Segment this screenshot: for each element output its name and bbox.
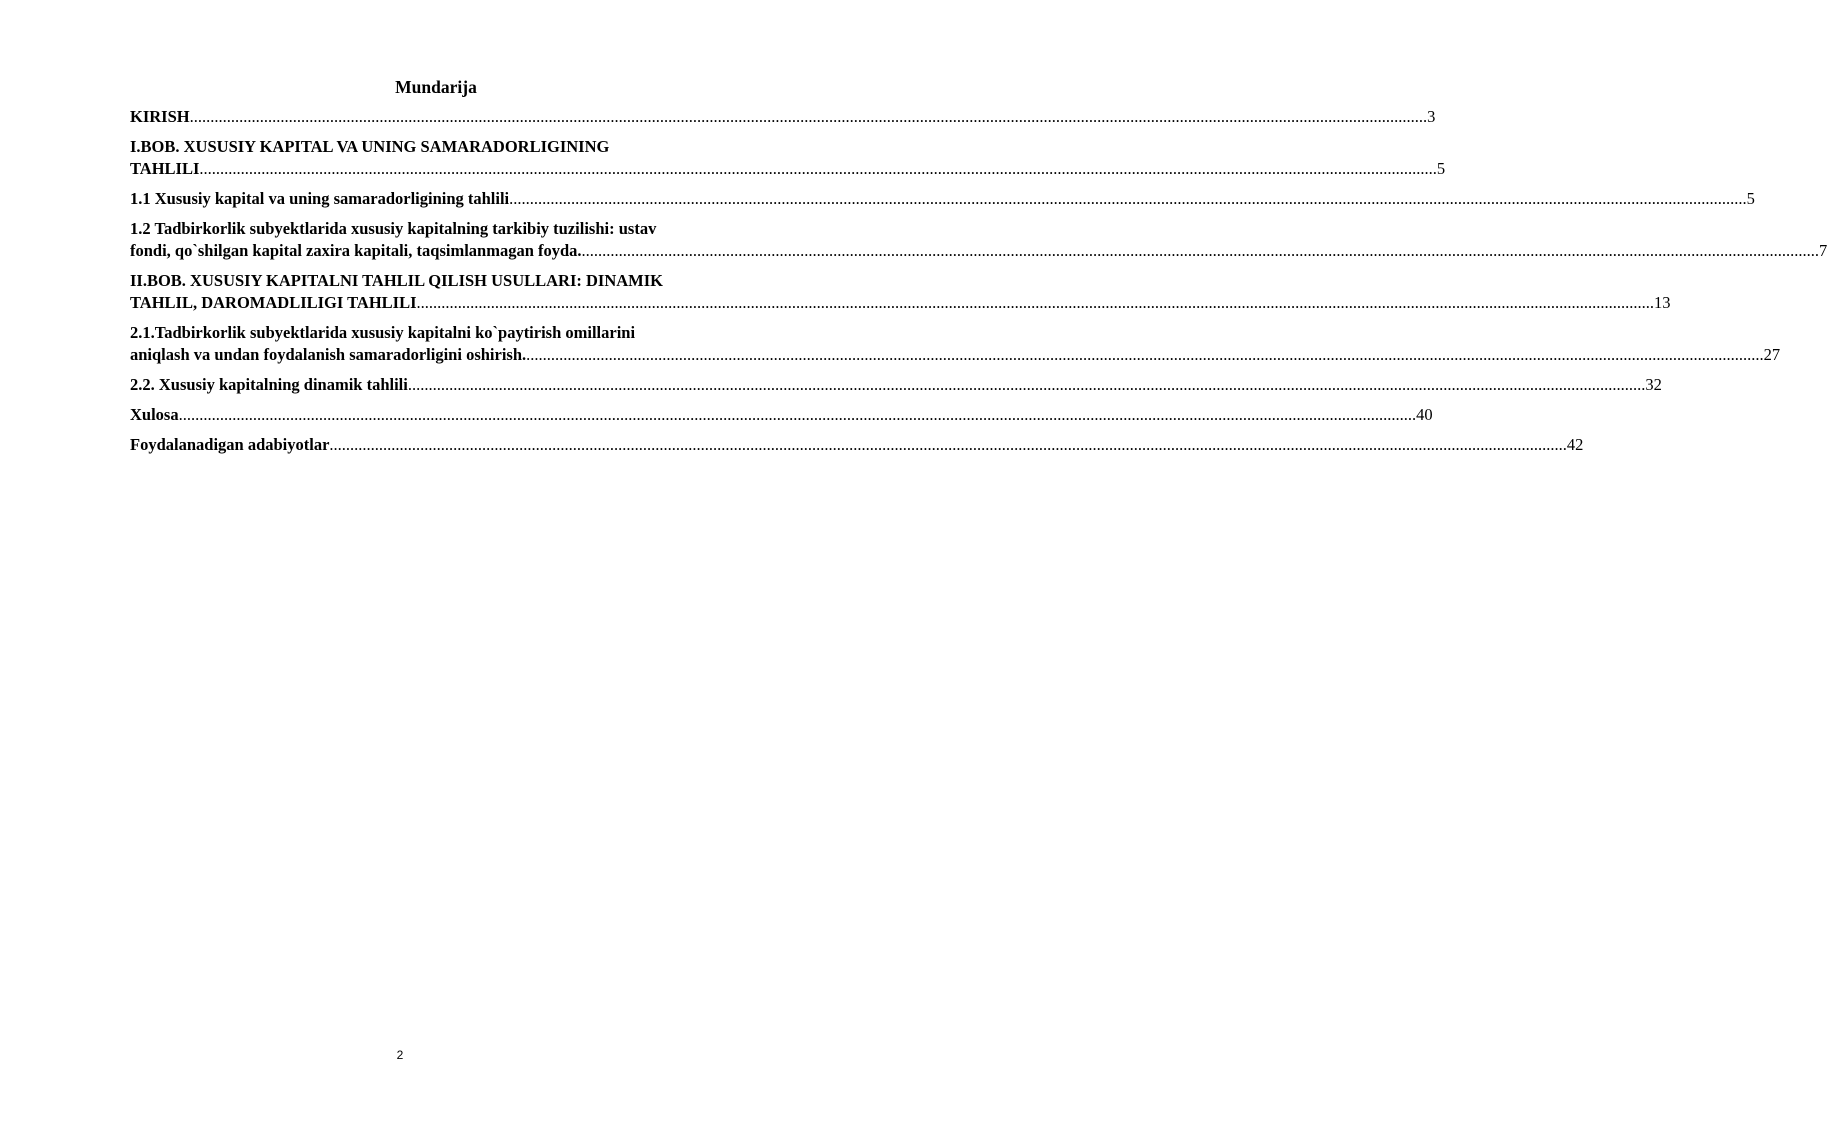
toc-entry-text: 2.2. Xususiy kapitalning dinamik tahlili (130, 375, 408, 394)
toc-entry-text: 1.2 Tadbirkorlik subyektlarida xususiy kapitalning tarkibiy tuzilishi: ustav (130, 219, 657, 238)
toc-entry-text: I.BOB. XUSUSIY KAPITAL VA UNING SAMARADORLIGINING (130, 137, 610, 156)
toc-entry-text: TAHLILI (130, 159, 200, 178)
toc-page-number: 42 (1566, 435, 1584, 454)
toc-entry[interactable] (130, 322, 1781, 366)
toc-entry-text: 2.1.Tadbirkorlik subyektlarida xususiy kapitalni ko`paytirish omillarini (130, 323, 636, 342)
dot-leader: ............................................................................................................................................................................................................................................................................................................ (329, 435, 1567, 454)
dot-leader: ............................................................................................................................................................................................................................................................................................................ (509, 189, 1747, 208)
toc-page-number: 32 (1645, 375, 1662, 394)
toc-entry-text: II.BOB. XUSUSIY KAPITALNI TAHLIL QILISH USULLARI: DINAMIK (130, 271, 664, 290)
toc-entry-row (130, 404, 1433, 426)
dot-leader: ............................................................................................................................................................................................................................................................................................................ (416, 293, 1655, 312)
toc-page-number: 40 (1416, 405, 1433, 424)
toc-entry-row (130, 188, 1755, 210)
toc-entry[interactable] (130, 188, 1755, 210)
toc-entry-text: Foydalanadigan adabiyotlar (130, 435, 330, 454)
toc-page-number: 7 (1819, 241, 1827, 260)
dot-leader: ............................................................................................................................................................................................................................................................................................................ (199, 159, 1437, 178)
toc-title: Mundarija (395, 77, 477, 97)
toc-entry-row (130, 292, 1671, 314)
toc-entry-row (130, 374, 1662, 396)
dot-leader: ............................................................................................................................................................................................................................................................................................................ (189, 107, 1428, 126)
toc-entry[interactable] (130, 404, 1433, 426)
dot-leader: ............................................................................................................................................................................................................................................................................................................ (178, 405, 1417, 424)
toc-entry[interactable] (130, 136, 1446, 180)
toc-entry[interactable] (130, 270, 1671, 314)
toc-entry-text: TAHLIL, DAROMADLILIGI TAHLILI (130, 293, 417, 312)
toc-page-number: 3 (1427, 107, 1436, 126)
page-number: 2 (396, 1048, 404, 1062)
toc-entry-text: fondi, qo`shilgan kapital zaxira kapitali, taqsimlanmagan foyda. (130, 241, 582, 260)
toc-page-number: 13 (1654, 293, 1671, 312)
toc-entry-row (130, 344, 1781, 366)
dot-leader: ............................................................................................................................................................................................................................................................................................................ (581, 241, 1820, 260)
toc-entry[interactable] (130, 374, 1662, 396)
table-of-contents (130, 98, 1827, 456)
toc-entry[interactable] (130, 434, 1584, 456)
toc-entry-text: KIRISH (130, 107, 190, 126)
toc-page-number: 27 (1763, 345, 1781, 364)
toc-page-number: 5 (1436, 159, 1446, 178)
toc-entry-text: Xulosa (130, 405, 179, 424)
toc-entry-row (130, 106, 1436, 128)
dot-leader: ............................................................................................................................................................................................................................................................................................................ (526, 345, 1764, 364)
toc-entry-row (130, 434, 1584, 456)
toc-entry-text: 1.1 Xususiy kapital va uning samaradorligining tahlili (130, 189, 510, 208)
toc-entry[interactable] (130, 106, 1436, 128)
toc-entry-text: aniqlash va undan foydalanish samaradorligini oshirish. (130, 345, 527, 364)
dot-leader: ............................................................................................................................................................................................................................................................................................................ (407, 375, 1646, 394)
toc-entry-row (130, 240, 1827, 262)
toc-entry[interactable] (130, 218, 1827, 262)
toc-page-number: 5 (1746, 189, 1755, 208)
toc-entry-row (130, 158, 1446, 180)
